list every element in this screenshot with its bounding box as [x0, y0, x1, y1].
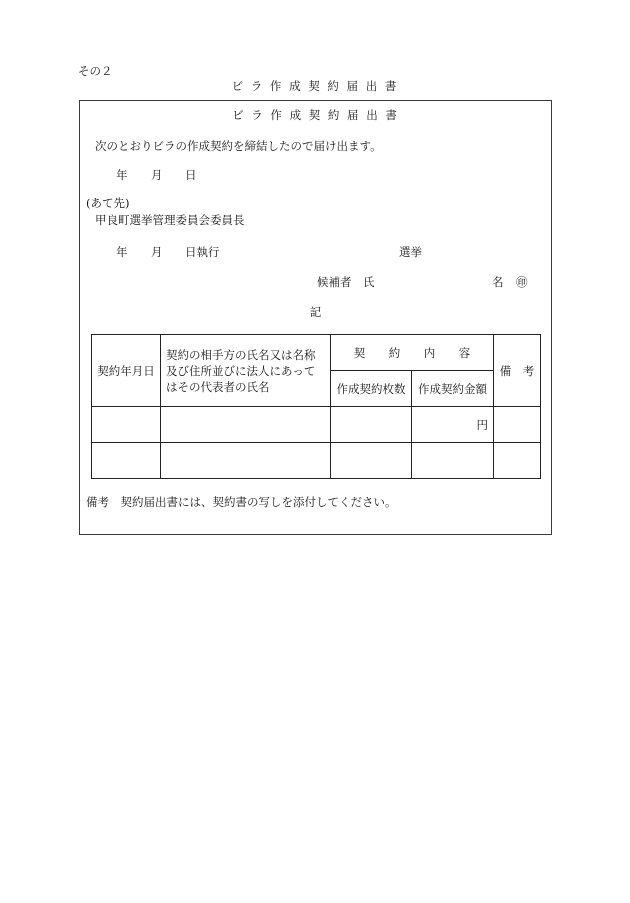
- cell-remarks: [494, 443, 541, 479]
- filing-date-month: 月: [151, 168, 163, 182]
- election-label: 選挙: [399, 245, 422, 259]
- filing-date-year: 年: [116, 168, 128, 182]
- candidate-name-label: 候補者 氏: [317, 275, 375, 289]
- form-box: [79, 100, 552, 535]
- header-sheet-count: 作成契約枚数: [331, 371, 412, 407]
- table-row: [92, 407, 541, 443]
- contract-table: [91, 334, 541, 479]
- header-counterparty-line: 及び住所並びに法人にあって: [166, 363, 316, 378]
- header-remarks: 備 考: [494, 335, 541, 407]
- cell-counterparty: [161, 443, 331, 479]
- cell-remarks: [494, 407, 541, 443]
- intro-text: 次のとおりビラの作成契約を締結したので届け出ます。: [95, 139, 382, 153]
- cell-contract-date: [92, 407, 161, 443]
- header-contract-date: 契約年月日: [92, 335, 161, 407]
- header-counterparty-line: はその代表者の氏名: [166, 379, 270, 394]
- addressee: 甲良町選挙管理委員会委員長: [95, 213, 245, 227]
- header-contract-amount: 作成契約金額: [412, 371, 494, 407]
- addressee-label: (あて先): [86, 196, 130, 210]
- election-date-year: 年: [116, 245, 128, 259]
- election-date-day: 日執行: [185, 245, 220, 259]
- document-title: ビ ラ 作 成 契 約 届 出 書: [231, 79, 399, 93]
- cell-contract-amount: [412, 443, 494, 479]
- footnote: 備考 契約届出書には、契約書の写しを添付してください。: [86, 495, 397, 509]
- cell-contract-date: [92, 443, 161, 479]
- table-row: [92, 443, 541, 479]
- table-header-row: [92, 335, 541, 371]
- form-title: ビ ラ 作 成 契 約 届 出 書: [232, 108, 399, 122]
- cell-sheet-count: [331, 407, 412, 443]
- form-number: その２: [78, 64, 113, 78]
- cell-contract-amount: 円: [412, 407, 494, 443]
- header-counterparty: [161, 335, 331, 407]
- cell-counterparty: [161, 407, 331, 443]
- filing-date-day: 日: [185, 168, 197, 182]
- record-label: 記: [309, 305, 322, 319]
- cell-sheet-count: [331, 443, 412, 479]
- name-label: 名: [492, 275, 504, 289]
- seal-icon: ㊞: [516, 275, 528, 289]
- header-counterparty-line: 契約の相手方の氏名又は名称: [166, 347, 316, 362]
- election-date-month: 月: [151, 245, 163, 259]
- header-contract-details: 契 約 内 容: [331, 335, 494, 371]
